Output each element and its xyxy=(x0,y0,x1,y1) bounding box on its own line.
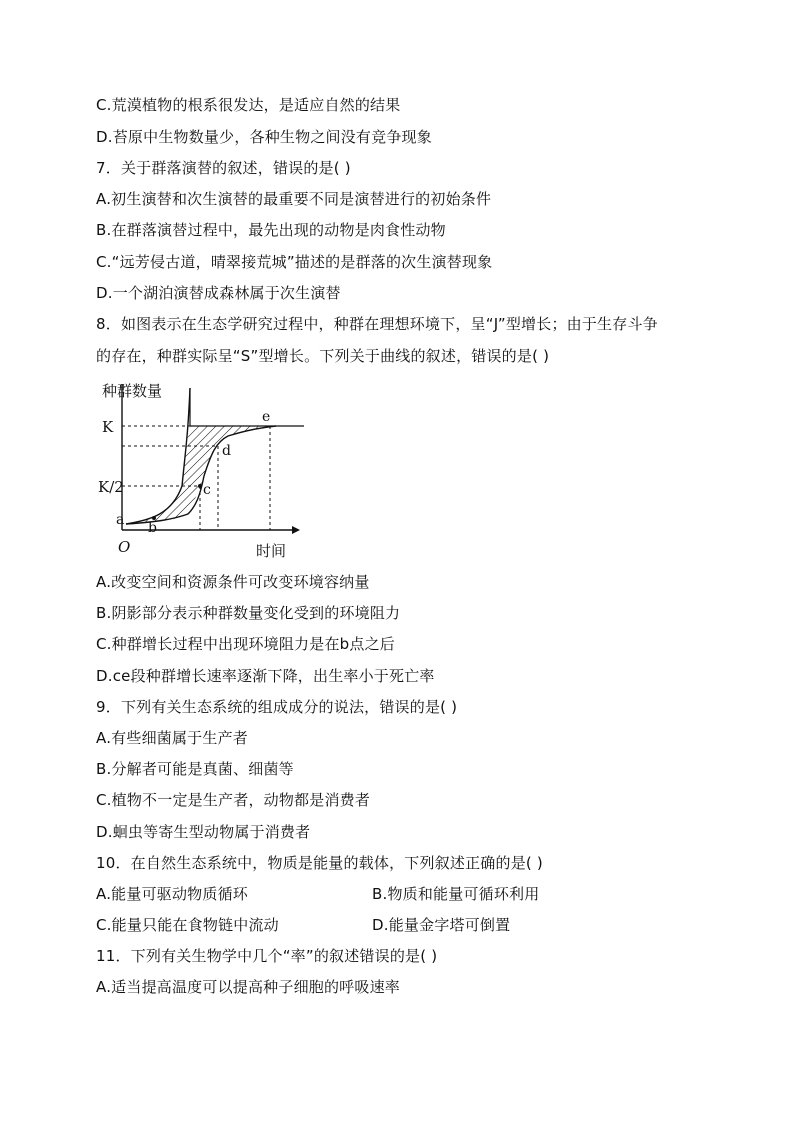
point-e-label: e xyxy=(262,409,271,425)
point-b-label: b xyxy=(148,520,157,536)
q10-option-c: C.能量只能在食物链中流动 xyxy=(96,916,279,934)
q10-stem: 10．在自然生态系统中，物质是能量的载体，下列叙述正确的是( ) xyxy=(96,854,543,872)
q7-option-c: C.“远芳侵古道，晴翠接荒城”描述的是群落的次生演替现象 xyxy=(96,253,493,271)
q7-option-a: A.初生演替和次生演替的最重要不同是演替进行的初始条件 xyxy=(96,190,492,208)
q6-option-d: D.苔原中生物数量少，各种生物之间没有竞争现象 xyxy=(96,128,432,146)
q7-option-d: D.一个湖泊演替成森林属于次生演替 xyxy=(96,284,341,302)
q8-option-d: D.ce段种群增长速率逐渐下降，出生率小于死亡率 xyxy=(96,667,435,685)
q9-stem: 9．下列有关生态系统的组成成分的说法，错误的是( ) xyxy=(96,698,458,716)
q9-option-a: A.有些细菌属于生产者 xyxy=(96,729,248,747)
y-axis-label: 种群数量 xyxy=(102,382,163,400)
point-c xyxy=(198,484,202,488)
q10-option-b: B.物质和能量可循环利用 xyxy=(372,885,540,903)
q8-option-b: B.阴影部分表示种群数量变化受到的环境阻力 xyxy=(96,604,401,622)
q8-option-a: A.改变空间和资源条件可改变环境容纳量 xyxy=(96,573,370,591)
q7-option-b: B.在群落演替过程中，最先出现的动物是肉食性动物 xyxy=(96,221,446,239)
q10-option-a: A.能量可驱动物质循环 xyxy=(96,885,248,903)
x-axis-arrow xyxy=(292,526,300,534)
q8-stem-line1: 8．如图表示在生态学研究过程中，种群在理想环境下，呈“J”型增长；由于生存斗争 xyxy=(96,315,658,333)
origin-label: O xyxy=(118,538,131,556)
point-c-label: c xyxy=(203,482,211,498)
x-axis-label: 时间 xyxy=(256,542,287,560)
q8-option-c: C.种群增长过程中出现环境阻力是在b点之后 xyxy=(96,635,395,653)
point-d-label: d xyxy=(222,443,231,459)
q10-option-d: D.能量金字塔可倒置 xyxy=(372,916,511,934)
k-label: K xyxy=(102,418,114,436)
q9-option-b: B.分解者可能是真菌、细菌等 xyxy=(96,760,294,778)
q9-option-c: C.植物不一定是生产者，动物都是消费者 xyxy=(96,791,371,809)
q11-stem: 11．下列有关生物学中几个“率”的叙述错误的是( ) xyxy=(96,947,438,965)
khalf-label: K/2 xyxy=(98,478,124,496)
q9-option-d: D.蛔虫等寄生型动物属于消费者 xyxy=(96,823,311,841)
q8-stem-line2: 的存在，种群实际呈“S”型增长。下列关于曲线的叙述，错误的是( ) xyxy=(96,347,550,365)
q11-option-a: A.适当提高温度可以提高种子细胞的呼吸速率 xyxy=(96,978,400,996)
q6-option-c: C.荒漠植物的根系很发达，是适应自然的结果 xyxy=(96,96,401,114)
point-a-label: a xyxy=(116,512,125,528)
environmental-resistance-area xyxy=(126,426,270,524)
population-growth-figure xyxy=(96,376,316,562)
q7-stem: 7．关于群落演替的叙述，错误的是( ) xyxy=(96,159,351,177)
